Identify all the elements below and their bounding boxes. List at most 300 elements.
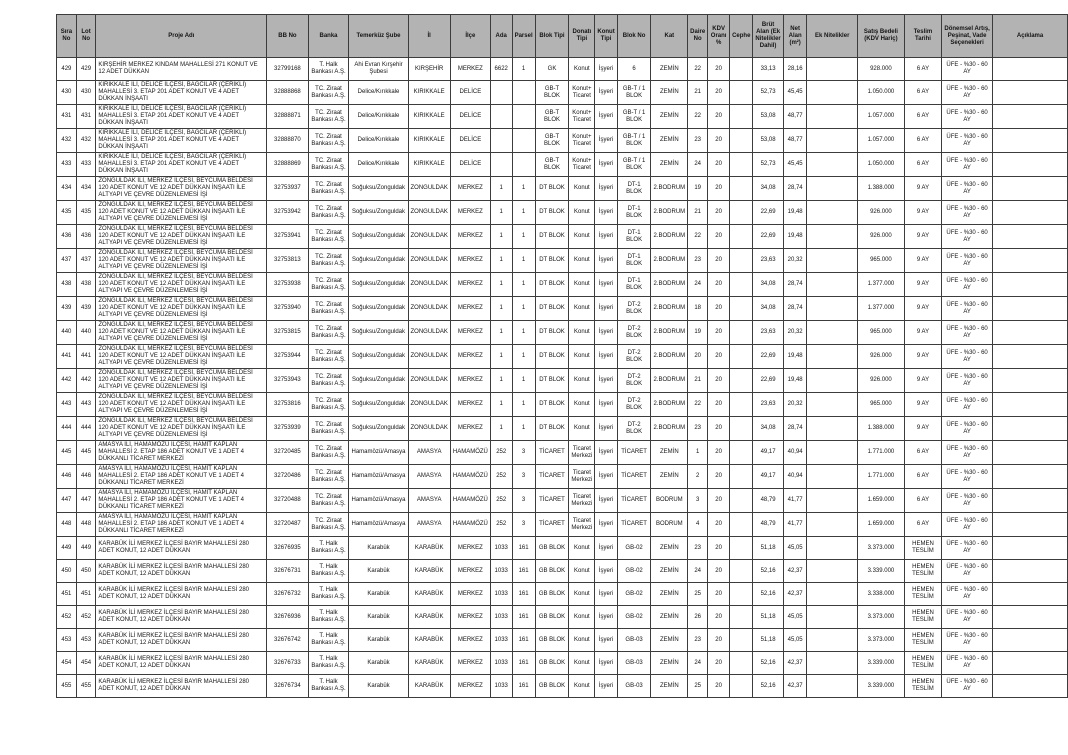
cell-aciklama bbox=[993, 629, 1068, 652]
cell-konut-tipi: İşyeri bbox=[595, 273, 617, 297]
cell-satis-bedeli: 926.000 bbox=[857, 345, 904, 369]
cell-kdv-orani: 20 bbox=[708, 441, 730, 465]
cell-lot-no: 444 bbox=[76, 417, 96, 441]
cell-daire-no: 20 bbox=[688, 345, 708, 369]
cell-ilce: MERKEZ bbox=[450, 393, 490, 417]
cell-ada: 1033 bbox=[490, 560, 512, 583]
cell-bb-no: 32753939 bbox=[267, 417, 308, 441]
cell-sira-no: 441 bbox=[57, 345, 77, 369]
cell-satis-bedeli: 928.000 bbox=[857, 58, 904, 81]
cell-cephe bbox=[730, 629, 753, 652]
cell-blok-no: GB-03 bbox=[617, 629, 651, 652]
cell-parsel: 3 bbox=[512, 465, 535, 489]
cell-bb-no: 32753941 bbox=[267, 225, 308, 249]
cell-ada: 1 bbox=[490, 417, 512, 441]
table-row bbox=[57, 675, 1068, 698]
cell-parsel: 3 bbox=[512, 489, 535, 513]
cell-ilce: MERKEZ bbox=[450, 560, 490, 583]
cell-il: KARABÜK bbox=[408, 606, 450, 629]
cell-ilce: MERKEZ bbox=[450, 369, 490, 393]
cell-konut-tipi: İşyeri bbox=[595, 58, 617, 81]
cell-satis-bedeli: 1.771.000 bbox=[857, 441, 904, 465]
table-row bbox=[57, 81, 1068, 105]
cell-aciklama bbox=[993, 129, 1068, 153]
cell-blok-tipi: GB BLOK bbox=[535, 606, 569, 629]
cell-kat: ZEMİN bbox=[651, 675, 688, 698]
cell-proje-adi: KARABÜK İLİ MERKEZ İLÇESİ BAYIR MAHALLESİ 280 ADET KONUT, 12 ADET DÜKKAN bbox=[96, 583, 267, 606]
cell-brut-alan: 22,69 bbox=[753, 369, 783, 393]
cell-ilce: DELİCE bbox=[450, 129, 490, 153]
column-header-il: İl bbox=[408, 15, 450, 58]
cell-blok-no: DT-1 BLOK bbox=[617, 225, 651, 249]
cell-kat: ZEMİN bbox=[651, 81, 688, 105]
cell-lot-no: 438 bbox=[76, 273, 96, 297]
cell-konut-tipi: İşyeri bbox=[595, 201, 617, 225]
cell-parsel: 1 bbox=[512, 393, 535, 417]
cell-temerkuz-sube: Delice/Kırıkkale bbox=[349, 105, 408, 129]
cell-satis-bedeli: 1.771.000 bbox=[857, 465, 904, 489]
cell-teslim-tarihi: 9 AY bbox=[904, 369, 941, 393]
cell-kdv-orani: 20 bbox=[708, 105, 730, 129]
cell-lot-no: 449 bbox=[76, 537, 96, 560]
cell-satis-bedeli: 926.000 bbox=[857, 369, 904, 393]
cell-blok-tipi: GB BLOK bbox=[535, 675, 569, 698]
cell-kdv-orani: 20 bbox=[708, 201, 730, 225]
cell-cephe bbox=[730, 321, 753, 345]
cell-donati-tipi: Konut bbox=[569, 225, 595, 249]
cell-teslim-tarihi: 6 AY bbox=[904, 489, 941, 513]
cell-blok-no: GB-03 bbox=[617, 675, 651, 698]
cell-parsel: 1 bbox=[512, 369, 535, 393]
cell-il: KIRIKKALE bbox=[408, 81, 450, 105]
cell-donemsel-artis: ÜFE - %30 - 60 AY bbox=[942, 393, 993, 417]
cell-cephe bbox=[730, 393, 753, 417]
cell-proje-adi: KIRIKKALE İLİ, DELİCE İLÇESİ, BAĞCILAR (ÇERİKLİ) MAHALLESİ 3. ETAP 201 ADET KONUT VE 4 ADET DÜKKAN İNŞAATI bbox=[96, 129, 267, 153]
cell-aciklama bbox=[993, 321, 1068, 345]
cell-brut-alan: 52,73 bbox=[753, 81, 783, 105]
cell-net-alan: 19,48 bbox=[783, 201, 807, 225]
cell-ilce: MERKEZ bbox=[450, 606, 490, 629]
cell-ilce: MERKEZ bbox=[450, 537, 490, 560]
cell-kdv-orani: 20 bbox=[708, 273, 730, 297]
cell-daire-no: 23 bbox=[688, 629, 708, 652]
table-row bbox=[57, 583, 1068, 606]
cell-blok-tipi: DT BLOK bbox=[535, 393, 569, 417]
cell-aciklama bbox=[993, 489, 1068, 513]
cell-parsel: 3 bbox=[512, 513, 535, 537]
cell-proje-adi: KIRIKKALE İLİ, DELİCE İLÇESİ, BAĞCILAR (ÇERİKLİ) MAHALLESİ 3. ETAP 201 ADET KONUT VE 4 ADET DÜKKAN İNŞAATI bbox=[96, 153, 267, 177]
cell-kdv-orani: 20 bbox=[708, 58, 730, 81]
cell-proje-adi: ZONGULDAK İLİ, MERKEZ İLÇESİ, BEYCUMA BELDESİ 120 ADET KONUT VE 12 ADET DÜKKAN İNŞAATI İLE ALTYAPI VE ÇEVRE DÜZENLEMESİ İŞİ bbox=[96, 201, 267, 225]
cell-daire-no: 23 bbox=[688, 417, 708, 441]
cell-konut-tipi: İşyeri bbox=[595, 345, 617, 369]
cell-il: KARABÜK bbox=[408, 537, 450, 560]
cell-aciklama bbox=[993, 652, 1068, 675]
cell-ek-nitelikler bbox=[807, 489, 858, 513]
cell-blok-no: TİCARET bbox=[617, 489, 651, 513]
cell-lot-no: 439 bbox=[76, 297, 96, 321]
cell-satis-bedeli: 1.388.000 bbox=[857, 417, 904, 441]
cell-satis-bedeli: 3.338.000 bbox=[857, 583, 904, 606]
cell-ek-nitelikler bbox=[807, 513, 858, 537]
column-header-lot-no: Lot No bbox=[76, 15, 96, 58]
table-row bbox=[57, 297, 1068, 321]
cell-temerkuz-sube: Soğuksu/Zonguldak bbox=[349, 225, 408, 249]
cell-bb-no: 32676733 bbox=[267, 652, 308, 675]
cell-donemsel-artis: ÜFE - %30 - 60 AY bbox=[942, 583, 993, 606]
cell-banka: TC. Ziraat Bankası A.Ş. bbox=[308, 441, 349, 465]
table-row bbox=[57, 465, 1068, 489]
cell-lot-no: 440 bbox=[76, 321, 96, 345]
cell-aciklama bbox=[993, 606, 1068, 629]
cell-kat: 2.BODRUM bbox=[651, 393, 688, 417]
cell-ek-nitelikler bbox=[807, 583, 858, 606]
cell-il: ZONGULDAK bbox=[408, 201, 450, 225]
table-row bbox=[57, 513, 1068, 537]
cell-kdv-orani: 20 bbox=[708, 583, 730, 606]
cell-brut-alan: 33,13 bbox=[753, 58, 783, 81]
cell-aciklama bbox=[993, 345, 1068, 369]
column-header-aciklama: Açıklama bbox=[993, 15, 1068, 58]
cell-brut-alan: 22,69 bbox=[753, 345, 783, 369]
cell-proje-adi: AMASYA İLİ, HAMAMÖZÜ İLÇESİ, HAMİT KAPLAN MAHALLESİ 2. ETAP 186 ADET KONUT VE 1 ADET 4 DÜKKANLI TİCARET MERKEZİ bbox=[96, 489, 267, 513]
cell-brut-alan: 34,08 bbox=[753, 273, 783, 297]
cell-donati-tipi: Konut bbox=[569, 393, 595, 417]
cell-il: ZONGULDAK bbox=[408, 177, 450, 201]
table-row bbox=[57, 177, 1068, 201]
cell-donemsel-artis: ÜFE - %30 - 60 AY bbox=[942, 629, 993, 652]
cell-ada: 1 bbox=[490, 345, 512, 369]
cell-satis-bedeli: 1.050.000 bbox=[857, 81, 904, 105]
cell-blok-no: 6 bbox=[617, 58, 651, 81]
cell-donemsel-artis: ÜFE - %30 - 60 AY bbox=[942, 465, 993, 489]
cell-banka: TC. Ziraat Bankası A.Ş. bbox=[308, 273, 349, 297]
cell-brut-alan: 52,16 bbox=[753, 560, 783, 583]
cell-sira-no: 450 bbox=[57, 560, 77, 583]
cell-net-alan: 42,37 bbox=[783, 652, 807, 675]
cell-cephe bbox=[730, 441, 753, 465]
cell-lot-no: 433 bbox=[76, 153, 96, 177]
column-header-satis-bedeli: Satış Bedeli (KDV Hariç) bbox=[857, 15, 904, 58]
cell-satis-bedeli: 1.377.000 bbox=[857, 297, 904, 321]
cell-daire-no: 24 bbox=[688, 652, 708, 675]
cell-kat: 2.BODRUM bbox=[651, 417, 688, 441]
cell-brut-alan: 49,17 bbox=[753, 465, 783, 489]
cell-lot-no: 430 bbox=[76, 81, 96, 105]
cell-temerkuz-sube: Soğuksu/Zonguldak bbox=[349, 393, 408, 417]
column-header-cephe: Cephe bbox=[730, 15, 753, 58]
cell-il: ZONGULDAK bbox=[408, 225, 450, 249]
cell-satis-bedeli: 965.000 bbox=[857, 393, 904, 417]
cell-cephe bbox=[730, 297, 753, 321]
cell-ek-nitelikler bbox=[807, 273, 858, 297]
cell-banka: TC. Ziraat Bankası A.Ş. bbox=[308, 489, 349, 513]
cell-ilce: MERKEZ bbox=[450, 177, 490, 201]
cell-daire-no: 22 bbox=[688, 58, 708, 81]
cell-kdv-orani: 20 bbox=[708, 465, 730, 489]
cell-bb-no: 32720486 bbox=[267, 465, 308, 489]
cell-blok-no: GB-T / 1 BLOK bbox=[617, 105, 651, 129]
cell-net-alan: 48,77 bbox=[783, 105, 807, 129]
cell-temerkuz-sube: Soğuksu/Zonguldak bbox=[349, 321, 408, 345]
cell-satis-bedeli: 3.339.000 bbox=[857, 560, 904, 583]
cell-cephe bbox=[730, 153, 753, 177]
cell-temerkuz-sube: Hamamözü/Amasya bbox=[349, 465, 408, 489]
cell-parsel: 1 bbox=[512, 417, 535, 441]
cell-parsel: 161 bbox=[512, 537, 535, 560]
cell-parsel: 1 bbox=[512, 273, 535, 297]
cell-net-alan: 48,77 bbox=[783, 129, 807, 153]
cell-proje-adi: AMASYA İLİ, HAMAMÖZÜ İLÇESİ, HAMİT KAPLAN MAHALLESİ 2. ETAP 186 ADET KONUT VE 1 ADET 4 DÜKKANLI TİCARET MERKEZİ bbox=[96, 513, 267, 537]
cell-donati-tipi: Konut bbox=[569, 273, 595, 297]
cell-blok-no: DT-1 BLOK bbox=[617, 201, 651, 225]
cell-parsel: 1 bbox=[512, 177, 535, 201]
cell-donati-tipi: Konut bbox=[569, 345, 595, 369]
cell-blok-tipi: DT BLOK bbox=[535, 225, 569, 249]
cell-cephe bbox=[730, 513, 753, 537]
cell-daire-no: 2 bbox=[688, 465, 708, 489]
column-header-teslim-tarihi: Teslim Tarihi bbox=[904, 15, 941, 58]
cell-blok-tipi: DT BLOK bbox=[535, 369, 569, 393]
cell-bb-no: 32753816 bbox=[267, 393, 308, 417]
cell-net-alan: 40,94 bbox=[783, 441, 807, 465]
cell-konut-tipi: İşyeri bbox=[595, 249, 617, 273]
cell-net-alan: 41,77 bbox=[783, 489, 807, 513]
cell-lot-no: 452 bbox=[76, 606, 96, 629]
cell-donati-tipi: Konut bbox=[569, 58, 595, 81]
cell-donemsel-artis: ÜFE - %30 - 60 AY bbox=[942, 441, 993, 465]
cell-kat: 2.BODRUM bbox=[651, 201, 688, 225]
cell-konut-tipi: İşyeri bbox=[595, 560, 617, 583]
cell-cephe bbox=[730, 273, 753, 297]
cell-kat: ZEMİN bbox=[651, 583, 688, 606]
cell-daire-no: 3 bbox=[688, 489, 708, 513]
table-header bbox=[57, 15, 1068, 58]
cell-proje-adi: KARABÜK İLİ MERKEZ İLÇESİ BAYIR MAHALLESİ 280 ADET KONUT, 12 ADET DÜKKAN bbox=[96, 675, 267, 698]
column-header-konut-tipi: Konut Tipi bbox=[595, 15, 617, 58]
cell-bb-no: 32720487 bbox=[267, 513, 308, 537]
cell-donemsel-artis: ÜFE - %30 - 60 AY bbox=[942, 606, 993, 629]
cell-ek-nitelikler bbox=[807, 153, 858, 177]
cell-ilce: DELİCE bbox=[450, 81, 490, 105]
cell-konut-tipi: İşyeri bbox=[595, 393, 617, 417]
cell-teslim-tarihi: 6 AY bbox=[904, 81, 941, 105]
cell-cephe bbox=[730, 249, 753, 273]
cell-blok-tipi: TİCARET bbox=[535, 441, 569, 465]
cell-aciklama bbox=[993, 675, 1068, 698]
cell-blok-tipi: TİCARET bbox=[535, 513, 569, 537]
cell-ada: 1 bbox=[490, 321, 512, 345]
cell-sira-no: 429 bbox=[57, 58, 77, 81]
cell-konut-tipi: İşyeri bbox=[595, 675, 617, 698]
cell-ek-nitelikler bbox=[807, 560, 858, 583]
cell-brut-alan: 49,17 bbox=[753, 441, 783, 465]
cell-kdv-orani: 20 bbox=[708, 345, 730, 369]
cell-temerkuz-sube: Karabük bbox=[349, 675, 408, 698]
cell-kat: 2.BODRUM bbox=[651, 249, 688, 273]
cell-lot-no: 435 bbox=[76, 201, 96, 225]
cell-daire-no: 26 bbox=[688, 606, 708, 629]
cell-donati-tipi: Konut bbox=[569, 583, 595, 606]
cell-sira-no: 430 bbox=[57, 81, 77, 105]
cell-il: ZONGULDAK bbox=[408, 297, 450, 321]
cell-kdv-orani: 20 bbox=[708, 321, 730, 345]
cell-bb-no: 32888869 bbox=[267, 153, 308, 177]
cell-banka: TC. Ziraat Bankası A.Ş. bbox=[308, 369, 349, 393]
cell-bb-no: 32720485 bbox=[267, 441, 308, 465]
cell-ada: 252 bbox=[490, 489, 512, 513]
column-header-banka: Banka bbox=[308, 15, 349, 58]
cell-donemsel-artis: ÜFE - %30 - 60 AY bbox=[942, 177, 993, 201]
cell-donemsel-artis: ÜFE - %30 - 60 AY bbox=[942, 201, 993, 225]
cell-parsel: 161 bbox=[512, 606, 535, 629]
cell-lot-no: 437 bbox=[76, 249, 96, 273]
cell-donemsel-artis: ÜFE - %30 - 60 AY bbox=[942, 321, 993, 345]
cell-konut-tipi: İşyeri bbox=[595, 297, 617, 321]
column-header-brut-alan: Brüt Alan (Ek Nitelikler Dahil) bbox=[753, 15, 783, 58]
cell-konut-tipi: İşyeri bbox=[595, 81, 617, 105]
cell-banka: T. Halk Bankası A.Ş. bbox=[308, 537, 349, 560]
cell-proje-adi: KARABÜK İLİ MERKEZ İLÇESİ BAYIR MAHALLESİ 280 ADET KONUT, 12 ADET DÜKKAN bbox=[96, 652, 267, 675]
cell-konut-tipi: İşyeri bbox=[595, 369, 617, 393]
cell-parsel: 161 bbox=[512, 652, 535, 675]
cell-sira-no: 455 bbox=[57, 675, 77, 698]
cell-ek-nitelikler bbox=[807, 417, 858, 441]
column-header-kdv-orani: KDV Oranı % bbox=[708, 15, 730, 58]
cell-net-alan: 45,45 bbox=[783, 81, 807, 105]
cell-aciklama bbox=[993, 393, 1068, 417]
cell-proje-adi: KARABÜK İLİ MERKEZ İLÇESİ BAYIR MAHALLESİ 280 ADET KONUT, 12 ADET DÜKKAN bbox=[96, 537, 267, 560]
cell-sira-no: 437 bbox=[57, 249, 77, 273]
cell-cephe bbox=[730, 675, 753, 698]
cell-banka: TC. Ziraat Bankası A.Ş. bbox=[308, 105, 349, 129]
cell-blok-tipi: TİCARET bbox=[535, 489, 569, 513]
cell-cephe bbox=[730, 105, 753, 129]
cell-cephe bbox=[730, 369, 753, 393]
cell-teslim-tarihi: HEMEN TESLİM bbox=[904, 560, 941, 583]
cell-konut-tipi: İşyeri bbox=[595, 441, 617, 465]
cell-blok-no: GB-02 bbox=[617, 583, 651, 606]
cell-net-alan: 28,74 bbox=[783, 273, 807, 297]
cell-banka: TC. Ziraat Bankası A.Ş. bbox=[308, 129, 349, 153]
cell-blok-no: GB-02 bbox=[617, 537, 651, 560]
cell-teslim-tarihi: 9 AY bbox=[904, 225, 941, 249]
cell-blok-tipi: DT BLOK bbox=[535, 345, 569, 369]
cell-net-alan: 40,94 bbox=[783, 465, 807, 489]
cell-ada: 252 bbox=[490, 513, 512, 537]
cell-blok-no: DT-1 BLOK bbox=[617, 249, 651, 273]
cell-bb-no: 32753942 bbox=[267, 201, 308, 225]
cell-teslim-tarihi: 6 AY bbox=[904, 513, 941, 537]
cell-sira-no: 449 bbox=[57, 537, 77, 560]
cell-satis-bedeli: 965.000 bbox=[857, 321, 904, 345]
column-header-kat: Kat bbox=[651, 15, 688, 58]
cell-lot-no: 453 bbox=[76, 629, 96, 652]
table-row bbox=[57, 345, 1068, 369]
cell-net-alan: 42,37 bbox=[783, 675, 807, 698]
cell-parsel: 1 bbox=[512, 58, 535, 81]
cell-satis-bedeli: 926.000 bbox=[857, 225, 904, 249]
cell-brut-alan: 51,18 bbox=[753, 629, 783, 652]
cell-temerkuz-sube: Karabük bbox=[349, 629, 408, 652]
column-header-blok-no: Blok No bbox=[617, 15, 651, 58]
cell-ek-nitelikler bbox=[807, 297, 858, 321]
cell-proje-adi: ZONGULDAK İLİ, MERKEZ İLÇESİ, BEYCUMA BELDESİ 120 ADET KONUT VE 12 ADET DÜKKAN İNŞAATI İLE ALTYAPI VE ÇEVRE DÜZENLEMESİ İŞİ bbox=[96, 345, 267, 369]
cell-konut-tipi: İşyeri bbox=[595, 105, 617, 129]
cell-donati-tipi: Konut bbox=[569, 675, 595, 698]
cell-brut-alan: 52,16 bbox=[753, 675, 783, 698]
cell-net-alan: 19,48 bbox=[783, 345, 807, 369]
cell-il: AMASYA bbox=[408, 489, 450, 513]
cell-temerkuz-sube: Delice/Kırıkkale bbox=[349, 153, 408, 177]
cell-cephe bbox=[730, 583, 753, 606]
cell-bb-no: 32676935 bbox=[267, 537, 308, 560]
cell-temerkuz-sube: Soğuksu/Zonguldak bbox=[349, 417, 408, 441]
cell-ek-nitelikler bbox=[807, 249, 858, 273]
cell-brut-alan: 51,18 bbox=[753, 537, 783, 560]
cell-teslim-tarihi: HEMEN TESLİM bbox=[904, 537, 941, 560]
cell-brut-alan: 22,69 bbox=[753, 225, 783, 249]
cell-banka: T. Halk Bankası A.Ş. bbox=[308, 58, 349, 81]
cell-teslim-tarihi: 9 AY bbox=[904, 417, 941, 441]
cell-teslim-tarihi: HEMEN TESLİM bbox=[904, 652, 941, 675]
cell-aciklama bbox=[993, 583, 1068, 606]
cell-blok-tipi: GB-T BLOK bbox=[535, 81, 569, 105]
cell-donemsel-artis: ÜFE - %30 - 60 AY bbox=[942, 345, 993, 369]
cell-aciklama bbox=[993, 465, 1068, 489]
cell-donemsel-artis: ÜFE - %30 - 60 AY bbox=[942, 129, 993, 153]
cell-proje-adi: ZONGULDAK İLİ, MERKEZ İLÇESİ, BEYCUMA BELDESİ 120 ADET KONUT VE 12 ADET DÜKKAN İNŞAATI İLE ALTYAPI VE ÇEVRE DÜZENLEMESİ İŞİ bbox=[96, 249, 267, 273]
cell-blok-no: TİCARET bbox=[617, 441, 651, 465]
cell-blok-no: DT-2 BLOK bbox=[617, 369, 651, 393]
cell-sira-no: 433 bbox=[57, 153, 77, 177]
cell-donati-tipi: Konut bbox=[569, 560, 595, 583]
table-body bbox=[57, 58, 1068, 698]
cell-konut-tipi: İşyeri bbox=[595, 583, 617, 606]
cell-donemsel-artis: ÜFE - %30 - 60 AY bbox=[942, 58, 993, 81]
cell-temerkuz-sube: Karabük bbox=[349, 652, 408, 675]
cell-sira-no: 439 bbox=[57, 297, 77, 321]
cell-brut-alan: 34,08 bbox=[753, 177, 783, 201]
cell-sira-no: 452 bbox=[57, 606, 77, 629]
cell-sira-no: 447 bbox=[57, 489, 77, 513]
column-header-ek-nitelikler: Ek Nitelikler bbox=[807, 15, 858, 58]
cell-ada: 6622 bbox=[490, 58, 512, 81]
cell-donemsel-artis: ÜFE - %30 - 60 AY bbox=[942, 537, 993, 560]
cell-satis-bedeli: 1.377.000 bbox=[857, 273, 904, 297]
cell-ilce: HAMAMÖZÜ bbox=[450, 513, 490, 537]
cell-parsel: 1 bbox=[512, 321, 535, 345]
cell-donati-tipi: Konut bbox=[569, 321, 595, 345]
cell-net-alan: 42,37 bbox=[783, 560, 807, 583]
cell-kat: ZEMİN bbox=[651, 652, 688, 675]
cell-cephe bbox=[730, 225, 753, 249]
cell-ada: 1033 bbox=[490, 606, 512, 629]
cell-teslim-tarihi: 9 AY bbox=[904, 201, 941, 225]
cell-il: KIRIKKALE bbox=[408, 153, 450, 177]
cell-donati-tipi: Konut bbox=[569, 629, 595, 652]
cell-lot-no: 455 bbox=[76, 675, 96, 698]
cell-blok-tipi: GB BLOK bbox=[535, 560, 569, 583]
cell-il: KARABÜK bbox=[408, 652, 450, 675]
cell-donemsel-artis: ÜFE - %30 - 60 AY bbox=[942, 675, 993, 698]
cell-il: KARABÜK bbox=[408, 560, 450, 583]
cell-konut-tipi: İşyeri bbox=[595, 606, 617, 629]
cell-net-alan: 45,05 bbox=[783, 606, 807, 629]
cell-banka: TC. Ziraat Bankası A.Ş. bbox=[308, 465, 349, 489]
cell-teslim-tarihi: 9 AY bbox=[904, 177, 941, 201]
column-header-net-alan: Net Alan (m²) bbox=[783, 15, 807, 58]
